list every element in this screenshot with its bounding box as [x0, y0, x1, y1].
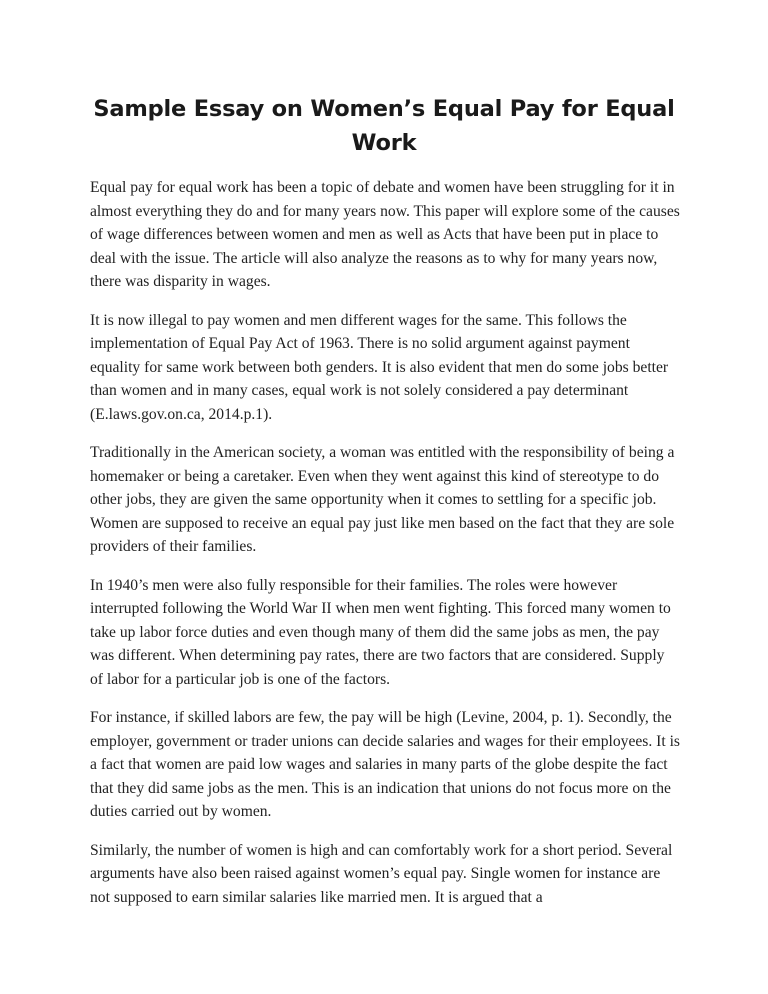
paragraph-1: Equal pay for equal work has been a topic of debate and women have been struggling for it in almost everything they do and for many years now. This paper will explore some of the causes of wage differences between women and men as well as Acts that have been put in place to deal with the issue. The article will also analyze the reasons as to why for many years now, there was disparity in wages. [90, 179, 680, 290]
paragraph-4: In 1940’s men were also fully responsible for their families. The roles were however interrupted following the World War II when men went fighting. This forced many women to take up labor force duties and even though many of them did the same jobs as men, the pay was different. When determining pay rates, there are two factors that are considered. Supply of labor for a particular job is one of the factors. [90, 576, 671, 688]
paragraph-5: For instance, if skilled labors are few, the pay will be high (Levine, 2004, p. 1). Secondly, the employer, government or trader unions can decide salaries and wages for their employees. It is a fact that women are paid low wages and salaries in many parts of the globe despite the fact that they did same jobs as the men. This is an indication that unions do not focus more on the duties carried out by women. [90, 709, 680, 820]
paragraph-6: Similarly, the number of women is high and can comfortably work for a short period. Several arguments have also been raised against women’s equal pay. Single women for instance are not supposed to earn similar salaries like married men. It is argued that a [90, 841, 673, 906]
essay-title: Sample Essay on Women’s Equal Pay for Equal Work [93, 96, 675, 156]
paragraph-3: Traditionally in the American society, a woman was entitled with the responsibility of being a homemaker or being a caretaker. Even when they went against this kind of stereotype to do other jobs, they are given the same opportunity when it comes to settling for a specific job. Women are supposed to receive an equal pay just like men based on the fact that they are sole providers of their families. [90, 444, 675, 555]
paragraph-2: It is now illegal to pay women and men different wages for the same. This follows the implementation of Equal Pay Act of 1963. There is no solid argument against payment equality for same work between both genders. It is also evident that men do some jobs better than women and in many cases, equal work is not solely considered a pay determinant (E.laws.gov.on.ca, 2014.p.1). [90, 311, 669, 423]
essay-body [90, 176, 680, 924]
